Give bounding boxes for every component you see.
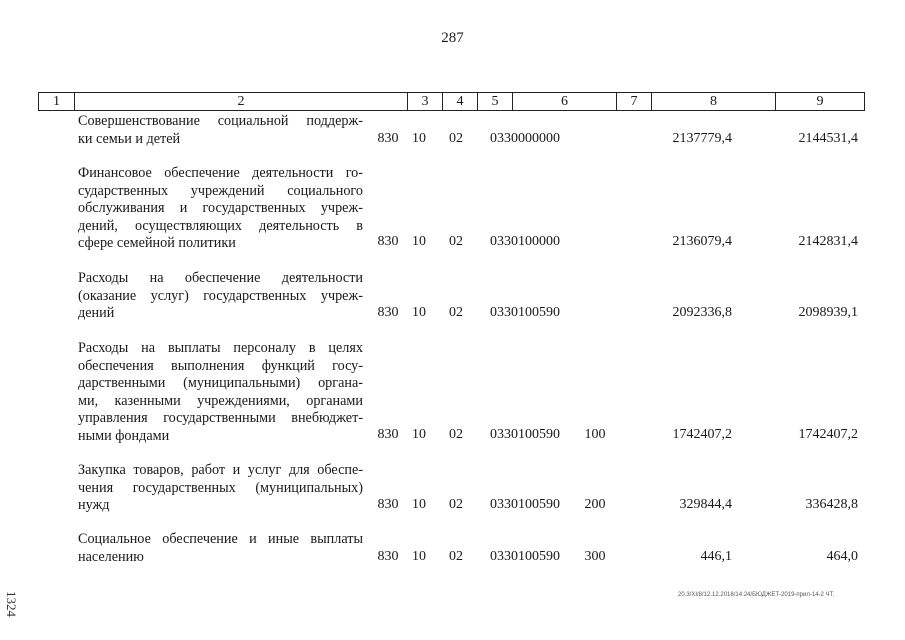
description-line: Социальное обеспечение и иные выплаты xyxy=(78,531,363,547)
cell-amount-year-2: 1742407,2 xyxy=(798,427,858,442)
description-line: Закупка товаров, работ и услуг для обеспе- xyxy=(78,462,363,478)
cell-ministry-code: 830 xyxy=(377,497,399,512)
cell-target-article: 0330100590 xyxy=(490,427,560,442)
cell-subsection: 02 xyxy=(449,427,463,442)
row-description xyxy=(78,165,363,253)
cell-amount-year-1: 1742407,2 xyxy=(672,427,732,442)
cell-amount-year-1: 2092336,8 xyxy=(672,305,732,320)
cell-amount-year-2: 2098939,1 xyxy=(798,305,858,320)
cell-amount-year-2: 2142831,4 xyxy=(798,234,858,249)
header-col-4: 4 xyxy=(442,93,477,110)
description-line: ки семьи и детей xyxy=(78,130,181,147)
description-line: населению xyxy=(78,548,144,565)
description-line: обслуживания и государственных учреж- xyxy=(78,200,363,217)
cell-subsection: 02 xyxy=(449,305,463,320)
cell-section: 10 xyxy=(412,549,426,564)
cell-amount-year-1: 329844,4 xyxy=(679,497,732,512)
cell-subsection: 02 xyxy=(449,549,463,564)
description-line: дений, осуществляющих деятельность в xyxy=(78,217,363,234)
row-description xyxy=(78,270,363,323)
cell-expense-type: 100 xyxy=(584,427,606,442)
cell-section: 10 xyxy=(412,305,426,320)
row-description xyxy=(78,340,363,446)
description-line: Расходы на выплаты персоналу в целях xyxy=(78,340,363,356)
cell-subsection: 02 xyxy=(449,131,463,146)
cell-amount-year-1: 446,1 xyxy=(700,549,732,564)
footer-document-code: 20.3/XI/8/12.12.2018/14:24/БЮДЖЕТ-2019-прил-14-2 ЧТ. xyxy=(678,592,835,598)
cell-subsection: 02 xyxy=(449,234,463,249)
cell-ministry-code: 830 xyxy=(377,305,399,320)
description-line: Совершенствование социальной поддерж- xyxy=(78,113,363,129)
cell-subsection: 02 xyxy=(449,497,463,512)
description-line: дарственными (муниципальными) органа- xyxy=(78,375,363,392)
cell-section: 10 xyxy=(412,234,426,249)
header-col-5: 5 xyxy=(477,93,512,110)
cell-target-article: 0330000000 xyxy=(490,131,560,146)
cell-expense-type: 300 xyxy=(584,549,606,564)
description-line: дений xyxy=(78,305,115,322)
description-line: нужд xyxy=(78,497,110,514)
cell-expense-type: 200 xyxy=(584,497,606,512)
header-col-7: 7 xyxy=(616,93,651,110)
row-description xyxy=(78,531,363,566)
description-line: ми, казенными учреждениями, органами xyxy=(78,392,363,409)
cell-target-article: 0330100590 xyxy=(490,549,560,564)
cell-ministry-code: 830 xyxy=(377,427,399,442)
side-page-number: 1324 xyxy=(4,591,19,617)
description-line: сфере семейной политики xyxy=(78,235,236,252)
description-line: обеспечения выполнения функций госу- xyxy=(78,357,363,374)
cell-amount-year-2: 464,0 xyxy=(826,549,858,564)
row-description xyxy=(78,462,363,515)
description-line: ными фондами xyxy=(78,427,170,444)
cell-amount-year-1: 2137779,4 xyxy=(672,131,732,146)
cell-ministry-code: 830 xyxy=(377,234,399,249)
page-number: 287 xyxy=(441,30,464,46)
description-line: (оказание услуг) государственных учреж- xyxy=(78,287,363,304)
cell-section: 10 xyxy=(412,497,426,512)
cell-amount-year-1: 2136079,4 xyxy=(672,234,732,249)
header-col-8: 8 xyxy=(651,93,775,110)
cell-target-article: 0330100590 xyxy=(490,497,560,512)
cell-amount-year-2: 2144531,4 xyxy=(798,131,858,146)
cell-target-article: 0330100590 xyxy=(490,305,560,320)
description-line: Финансовое обеспечение деятельности го- xyxy=(78,165,363,181)
cell-target-article: 0330100000 xyxy=(490,234,560,249)
cell-ministry-code: 830 xyxy=(377,549,399,564)
cell-section: 10 xyxy=(412,131,426,146)
description-line: чения государственных (муниципальных) xyxy=(78,479,363,496)
description-line: Расходы на обеспечение деятельности xyxy=(78,270,363,286)
cell-amount-year-2: 336428,8 xyxy=(805,497,858,512)
header-col-2: 2 xyxy=(74,93,407,110)
cell-section: 10 xyxy=(412,427,426,442)
row-description xyxy=(78,113,363,148)
header-col-6: 6 xyxy=(512,93,616,110)
header-col-9: 9 xyxy=(775,93,864,110)
cell-ministry-code: 830 xyxy=(377,131,399,146)
header-col-1: 1 xyxy=(53,94,60,109)
description-line: сударственных учреждений социального xyxy=(78,182,363,199)
header-col-3: 3 xyxy=(407,93,442,110)
description-line: управления государственными внебюджет- xyxy=(78,410,363,427)
table-header xyxy=(38,92,865,111)
